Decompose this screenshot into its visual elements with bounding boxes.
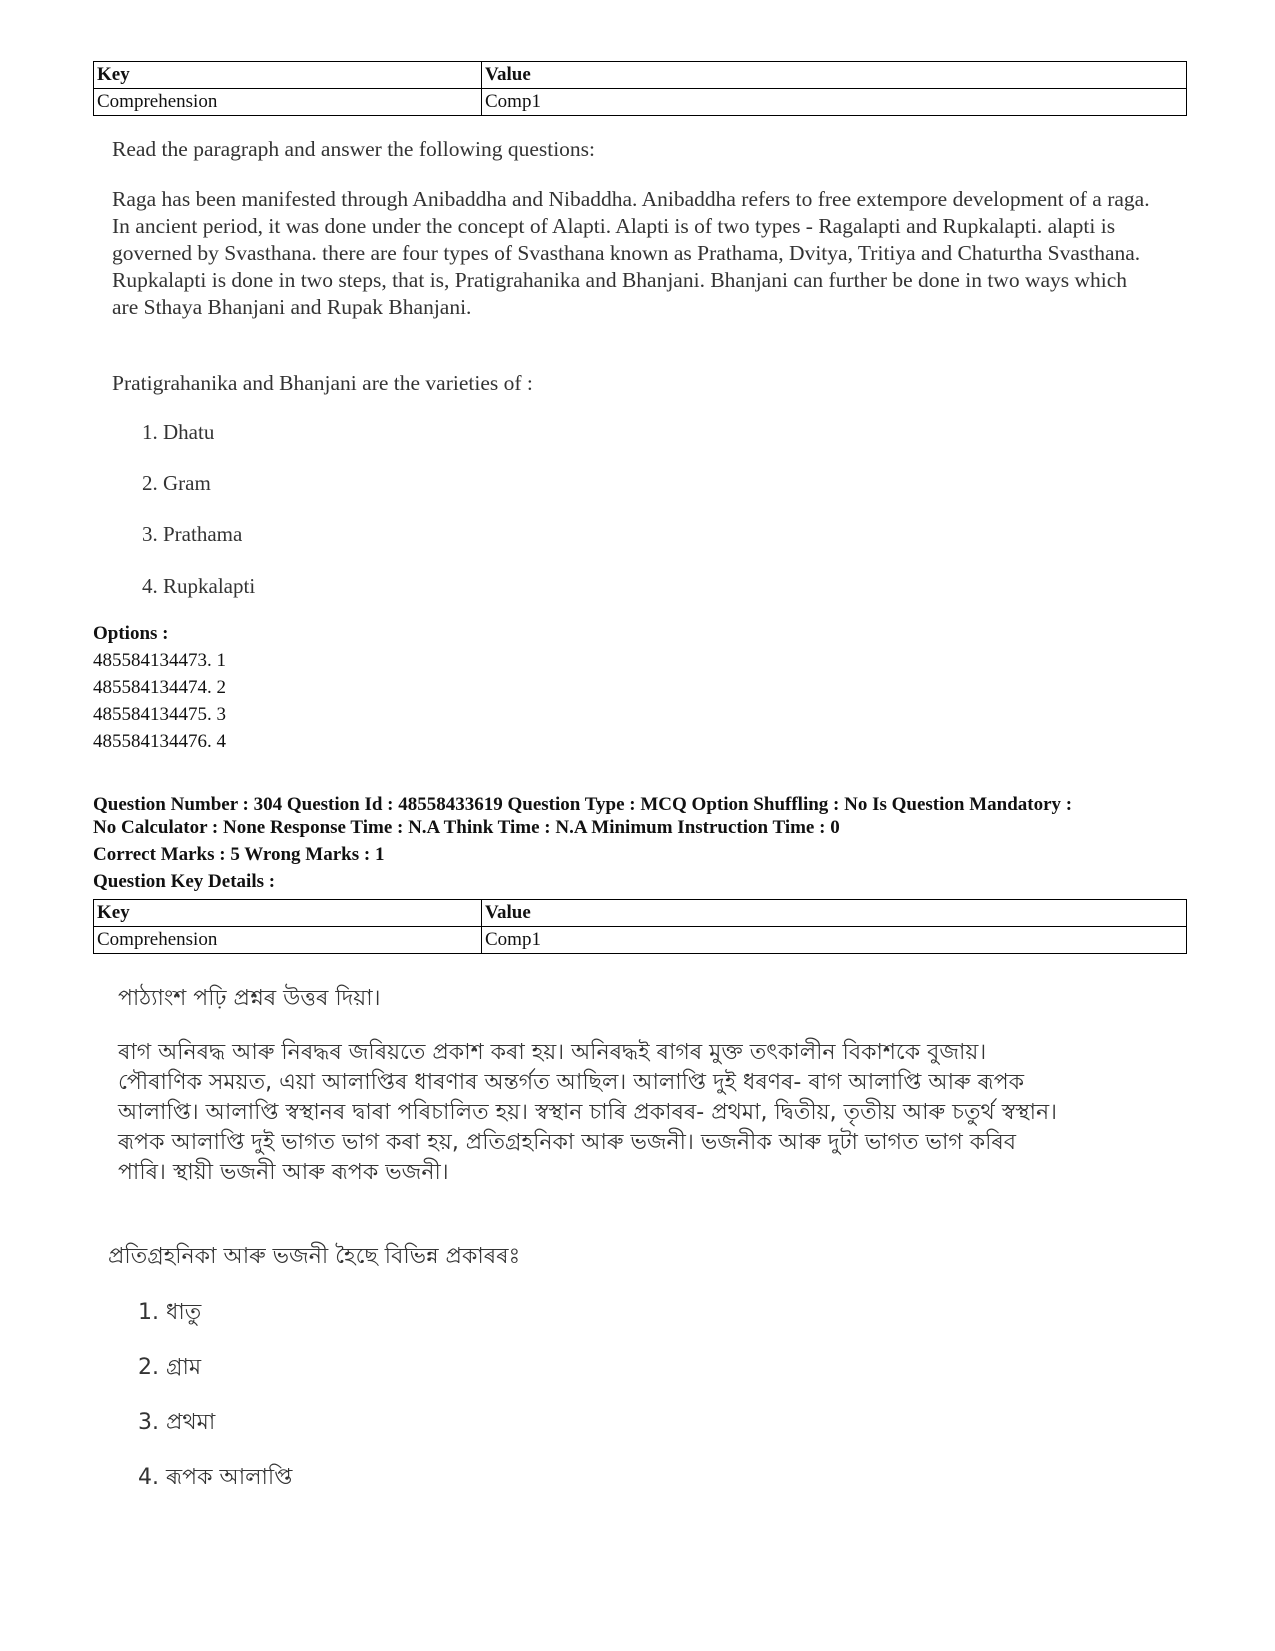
assamese-paragraph — [118, 1038, 1193, 1188]
question-key-table-1 — [93, 61, 1187, 116]
table-row — [94, 89, 1187, 116]
assamese-question: প্ৰতিগ্ৰহনিকা আৰু ভজনী হৈছে বিভিন্ন প্ৰকাৰৰঃ — [108, 1244, 521, 1269]
question-meta-line-2: No Calculator : None Response Time : N.A Think Time : N.A Minimum Instruction Time : 0 — [93, 817, 840, 838]
assamese-choice-1: 1. ধাতু — [138, 1300, 202, 1325]
english-choice-1: 1. Dhatu — [142, 420, 215, 444]
key-cell: Comprehension — [94, 89, 482, 116]
option-item-3: 485584134475. 3 — [93, 704, 226, 725]
assamese-paragraph-line-4: ৰূপক আলাপ্তি দুই ভাগত ভাগ কৰা হয়, প্ৰতিগ্ৰহনিকা আৰু ভজনী। ভজনীক আৰু দুটা ভাগত ভাগ কৰিব — [118, 1130, 1017, 1155]
english-choice-3: 3. Prathama — [142, 522, 243, 546]
value-header: Value — [482, 62, 1187, 89]
key-details-label: Question Key Details : — [93, 871, 276, 892]
english-paragraph: Raga has been manifested through Anibaddha and Nibaddha. Anibaddha refers to free extempore development of a raga. In ancient period, it was done under the concept of Alapti. Alapti is of two types - Ragalapti and Rupkalapti. alapti is governed by Svasthana. there are four types of Svasthana known as Prathama, Dvitya, Tritiya and Chaturtha Svasthana. Rupkalapti is done in two steps, that is, Pratigrahanika and Bhanjani. Bhanjani can further be done in two ways which are Sthaya Bhanjani and Rupak Bhanjani. — [112, 187, 1150, 319]
assamese-choice-2: 2. গ্ৰাম — [138, 1355, 202, 1380]
table-header-row — [94, 62, 1187, 89]
option-item-4: 485584134476. 4 — [93, 731, 226, 752]
option-item-2: 485584134474. 2 — [93, 677, 226, 698]
assamese-choice-3: 3. প্ৰথমা — [138, 1410, 216, 1435]
value-header: Value — [482, 900, 1187, 927]
table-row — [94, 927, 1187, 954]
assamese-paragraph-line-5: পাৰি। স্থায়ী ভজনী আৰু ৰূপক ভজনী। — [118, 1160, 449, 1185]
key-header: Key — [94, 900, 482, 927]
question-meta — [93, 793, 1072, 893]
english-question: Pratigrahanika and Bhanjani are the varieties of : — [112, 371, 533, 395]
table-header-row — [94, 900, 1187, 927]
options-block — [93, 622, 226, 753]
question-key-table-2 — [93, 899, 1187, 954]
assamese-choice-4: 4. ৰূপক আলাপ্তি — [138, 1465, 293, 1490]
value-cell: Comp1 — [482, 89, 1187, 116]
marks-line: Correct Marks : 5 Wrong Marks : 1 — [93, 844, 385, 865]
value-cell: Comp1 — [482, 927, 1187, 954]
key-header: Key — [94, 62, 482, 89]
assamese-instruction: পাঠ্যাংশ পঢ়ি প্ৰশ্নৰ উত্তৰ দিয়া। — [118, 986, 381, 1011]
assamese-paragraph-line-1: ৰাগ অনিৰদ্ধ আৰু নিৰদ্ধৰ জৰিয়তে প্ৰকাশ কৰা হয়। অনিৰদ্ধই ৰাগৰ মুক্ত তৎকালীন বিকাশকে বুজায়। — [118, 1040, 987, 1065]
options-label: Options : — [93, 623, 169, 644]
english-instruction: Read the paragraph and answer the following questions: — [112, 137, 596, 161]
assamese-paragraph-line-2: পৌৰাণিক সময়ত, এয়া আলাপ্তিৰ ধাৰণাৰ অন্তৰ্গত আছিল। আলাপ্তি দুই ধৰণৰ- ৰাগ আলাপ্তি আৰু ৰূপক — [118, 1070, 1025, 1095]
english-choice-2: 2. Gram — [142, 471, 211, 495]
english-choice-4: 4. Rupkalapti — [142, 574, 256, 598]
key-cell: Comprehension — [94, 927, 482, 954]
question-meta-line-1: Question Number : 304 Question Id : 48558433619 Question Type : MCQ Option Shuffling : No Is Question Mandatory : — [93, 794, 1073, 815]
assamese-paragraph-line-3: আলাপ্তি। আলাপ্তি স্বস্থানৰ দ্বাৰা পৰিচালিত হয়। স্বস্থান চাৰি প্ৰকাৰৰ- প্ৰথমা, দ্বিতীয়, তৃতীয় আৰু চতুৰ্থ স্বস্থান। — [118, 1100, 1058, 1125]
option-item-1: 485584134473. 1 — [93, 650, 226, 671]
